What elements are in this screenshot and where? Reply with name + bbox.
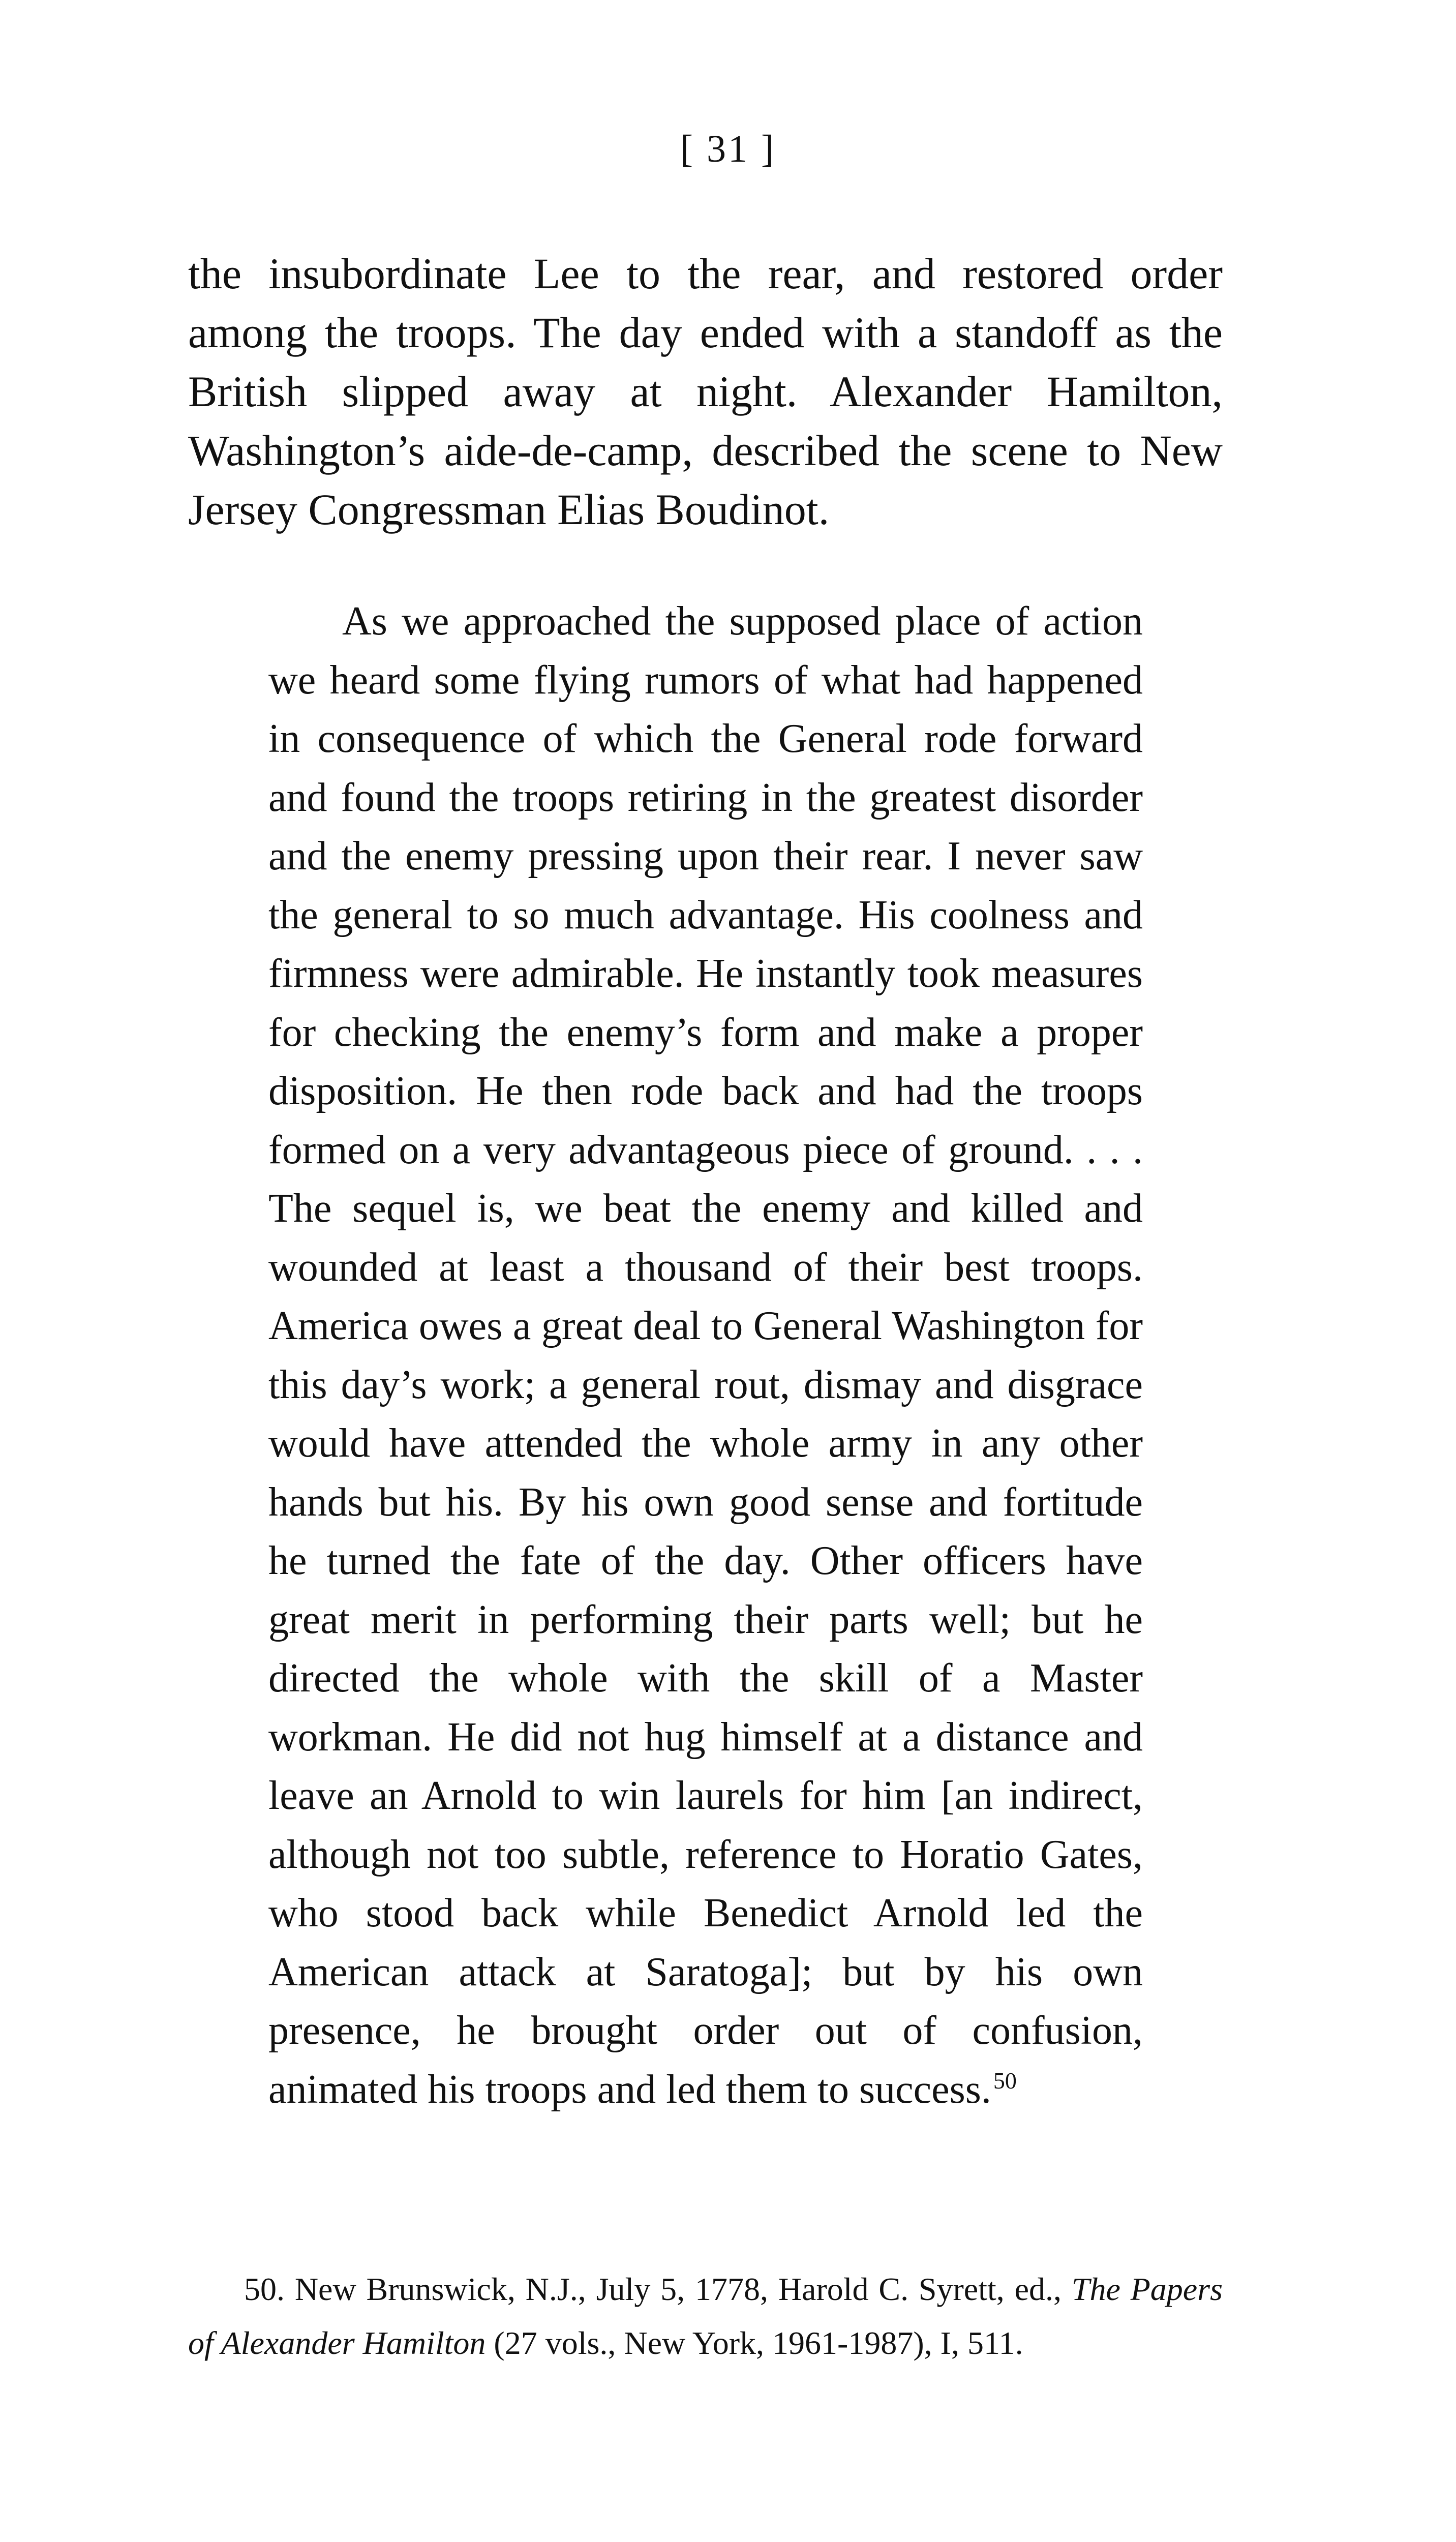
- footnote-text-before: New Brunswick, N.J., July 5, 1778, Harold C. Syrett, ed.,: [285, 2271, 1072, 2307]
- page-number: [ 31 ]: [680, 128, 776, 170]
- footnote-reference: 50: [993, 2067, 1017, 2094]
- block-quote: [268, 592, 1143, 2119]
- footnote-number: 50.: [244, 2271, 285, 2307]
- footnote: [188, 2262, 1223, 2370]
- block-quote-text: As we approached the supposed place of action we heard some flying rumors of what had happened in consequence of which the General rode forward and found the troops retiring in the greatest disorder and the enemy pressing upon their rear. I never saw the general to so much advantage. His coolness and firmness were admirable. He instantly took measures for checking the enemy’s form and make a proper disposition. He then rode back and had the troops formed on a very advantageous piece of ground. . . . The sequel is, we beat the enemy and killed and wounded at least a thousand of their best troops. America owes a great deal to General Washington for this day’s work; a general rout, dismay and disgrace would have attended the whole army in any other hands but his. By his own good sense and fortitude he turned the fate of the day. Other officers have great merit in performing their parts well; but he directed the whole with the skill of a Master workman. He did not hug himself at a distance and leave an Arnold to win laurels for him [an indirect, although not too subtle, reference to Horatio Gates, who stood back while Benedict Arnold led the American attack at Saratoga]; but by his own presence, he brought order out of confusion, animated his troops and led them to success.: [268, 599, 1143, 2112]
- footnote-text-after: (27 vols., New York, 1961-1987), I, 511.: [486, 2325, 1023, 2361]
- footnote-book-title: The Papers of Alexander Hamilton: [188, 2271, 1223, 2361]
- body-paragraph: the insubordinate Lee to the rear, and restored order among the troops. The day ended with a standoff as the British slipped away at night. Alexander Hamilton, Washington’s aide-de-camp, described the scene to New Jersey Congressman Elias Boudinot.: [188, 249, 1223, 534]
